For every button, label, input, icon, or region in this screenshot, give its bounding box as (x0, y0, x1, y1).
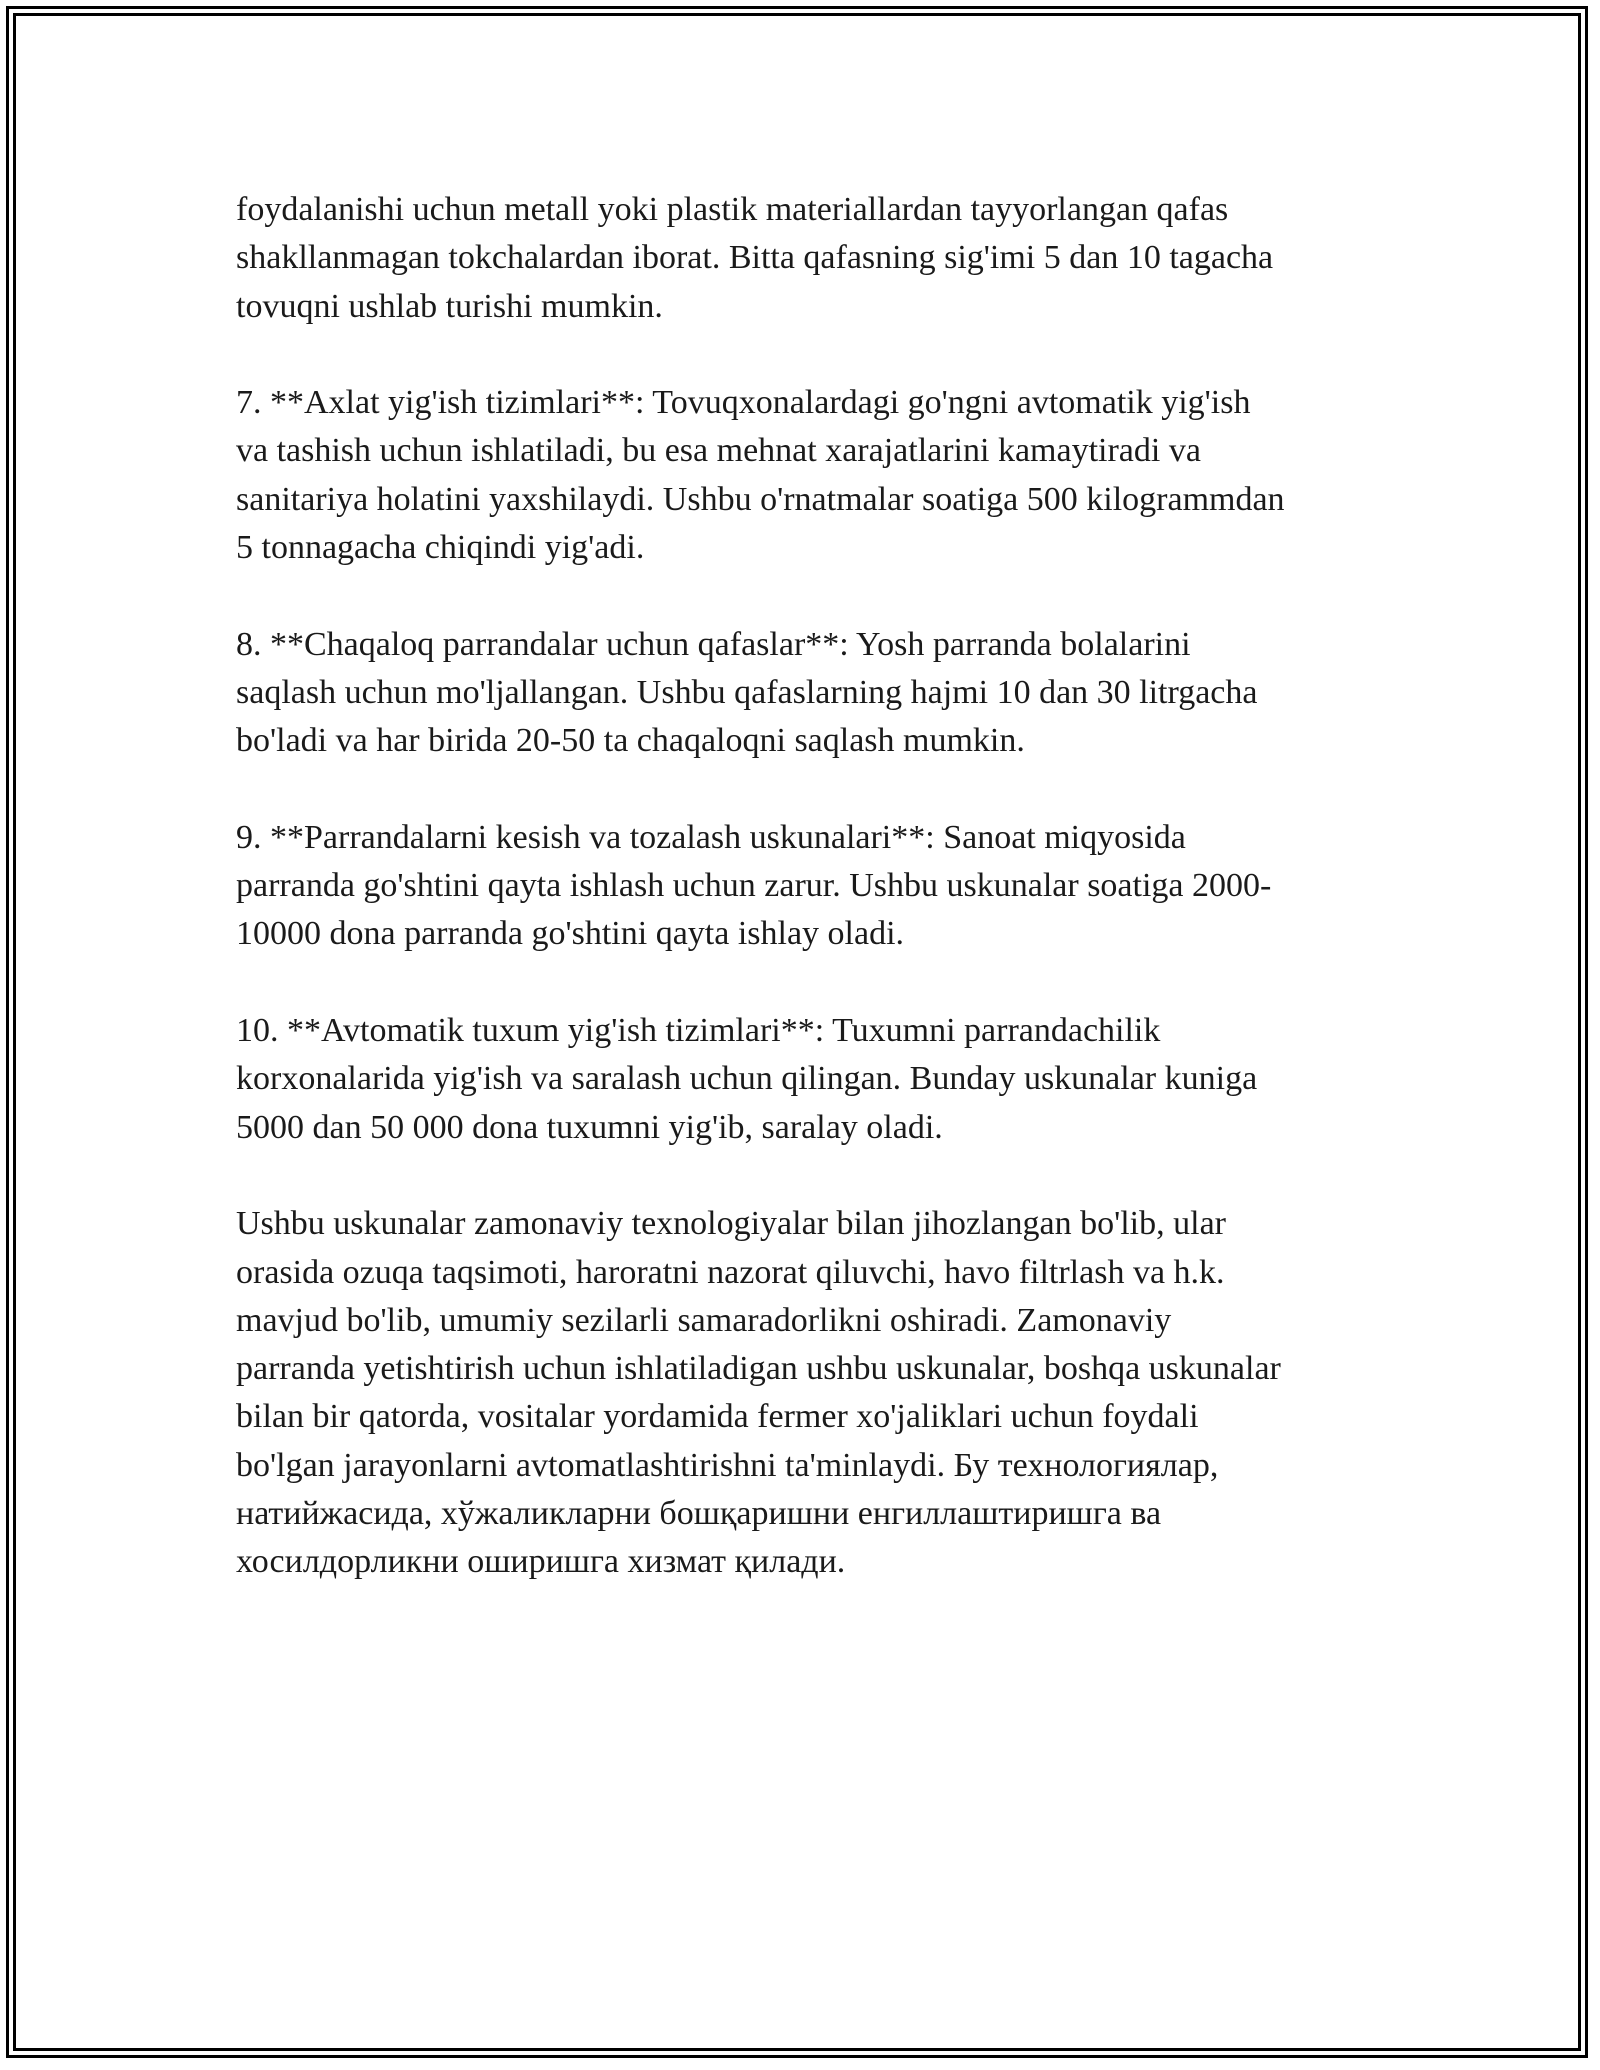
text-line: 7. **Axlat yig'ish tizimlari**: Tovuqxonalardagi go'ngni avtomatik yig'ish (236, 384, 1251, 422)
text-line: bilan bir qatorda, vositalar yordamida fermer xo'jaliklari uchun foydali (236, 1398, 1199, 1436)
text-line: orasida ozuqa taqsimoti, haroratni nazorat qiluvchi, havo filtrlash va h.k. (236, 1253, 1225, 1291)
text-line: 9. **Parrandalarni kesish va tozalash uskunalari**: Sanoat miqyosida (236, 818, 1186, 856)
text-line: хосилдорликни оширишга хизмат қилади. (236, 1543, 846, 1581)
text-line: foydalanishi uchun metall yoki plastik materiallardan tayyorlangan qafas (236, 191, 1229, 228)
text-line: bo'lgan jarayonlarni avtomatlashtirishni ta'minlaydi. Бу технологиялар, (236, 1446, 1219, 1484)
paragraph-conclusion (236, 1200, 1376, 1586)
paragraph-item-8-chick-cages (236, 621, 1376, 766)
text-line: parranda go'shtini qayta ishlash uchun zarur. Ushbu uskunalar soatiga 2000- (236, 867, 1272, 905)
text-line: 10. **Avtomatik tuxum yig'ish tizimlari**: Tuxumni parrandachilik (236, 1012, 1161, 1050)
text-line: shakllanmagan tokchalardan iborat. Bitta qafasning sig'imi 5 dan 10 tagacha (236, 239, 1274, 277)
text-line: parranda yetishtirish uchun ishlatiladigan ushbu uskunalar, boshqa uskunalar (236, 1350, 1281, 1388)
text-line: bo'ladi va har birida 20-50 ta chaqaloqni saqlash mumkin. (236, 722, 1025, 760)
document-body (236, 186, 1376, 1587)
text-line: sanitariya holatini yaxshilaydi. Ushbu o'rnatmalar soatiga 500 kilogrammdan (236, 480, 1285, 518)
text-line: 8. **Chaqaloq parrandalar uchun qafaslar**: Yosh parranda bolalarini (236, 625, 1191, 663)
text-line: mavjud bo'lib, umumiy sezilarli samaradorlikni oshiradi. Zamonaviy (236, 1301, 1172, 1339)
paragraph-item-9-processing-equipment (236, 814, 1376, 959)
paragraph-item-7-waste-collection (236, 379, 1376, 572)
text-line: натийжасида, хўжаликларни бошқаришни енгиллаштиришга ва (236, 1495, 1162, 1533)
paragraph-cage-description (236, 186, 1376, 331)
text-line: tovuqni ushlab turishi mumkin. (236, 287, 663, 325)
text-line: va tashish uchun ishlatiladi, bu esa mehnat xarajatlarini kamaytiradi va (236, 432, 1201, 470)
paragraph-item-10-egg-collection (236, 1007, 1376, 1152)
text-line: 5 tonnagacha chiqindi yig'adi. (236, 529, 645, 567)
text-line: 5000 dan 50 000 dona tuxumni yig'ib, saralay oladi. (236, 1108, 943, 1146)
text-line: korxonalarida yig'ish va saralash uchun qilingan. Bunday uskunalar kuniga (236, 1060, 1258, 1098)
text-line: saqlash uchun mo'ljallangan. Ushbu qafaslarning hajmi 10 dan 30 litrgacha (236, 673, 1258, 711)
text-line: 10000 dona parranda go'shtini qayta ishlay oladi. (236, 915, 905, 953)
text-line: Ushbu uskunalar zamonaviy texnologiyalar bilan jihozlangan bo'lib, ular (236, 1205, 1226, 1243)
